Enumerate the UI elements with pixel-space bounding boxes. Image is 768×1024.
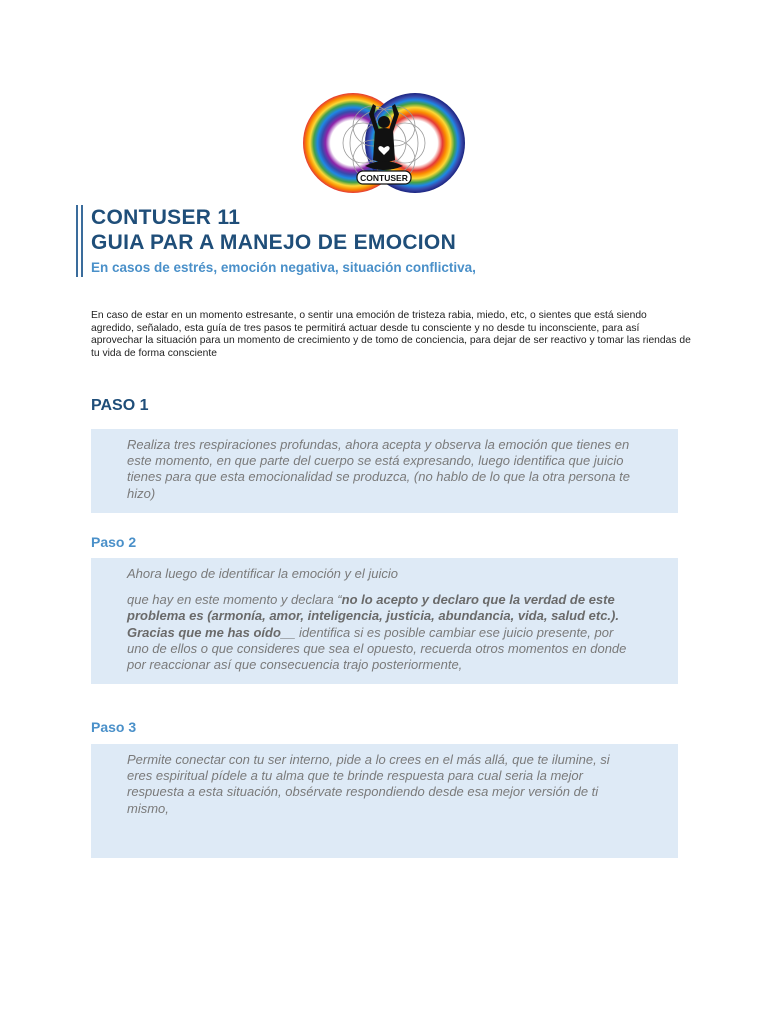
step-3-text: Permite conectar con tu ser interno, pide a lo crees en el más allá, que te ilumine, si eres espiritual pídele a tu alma que te brinde respuesta para cual seria la mejor respuesta a esta situación, obsérvate respondiendo desde esa mejor versión de ti mismo,	[127, 752, 610, 816]
step-2-text-pre: que hay en este momento y declara “	[127, 592, 342, 608]
intro-paragraph: En caso de estar en un momento estresante, o sentir una emoción de tristeza rabia, miedo, etc, o sientes que está siendo agredido, señalado, esta guía de tres pasos te permitirá actuar desde tu consciente y no desde tu inconsciente, para así aprovechar la situación para un momento de crecimiento y de tomo de conciencia, para dejar de ser reactivo y tomar las riendas de tu vida de forma consciente	[91, 310, 691, 359]
page-title-line1: CONTUSER 11	[91, 206, 241, 229]
page-title-line2: GUIA PAR A MANEJO DE EMOCION	[91, 231, 457, 254]
logo-wordmark: CONTUSER	[360, 173, 408, 183]
step-2-declaration: no lo acepto y declaro que la verdad de este problema es (armonía, amor, inteligencia, justicia, abundancia, vida, salud etc.). Gracias que me has oído__	[127, 592, 619, 640]
step-1-heading: PASO 1	[91, 397, 149, 414]
step-2-text-post: identifica si es posible cambiar ese juicio presente, por uno de ellos o que consideres que sea el opuesto, recuerda otros momentos en donde por reaccionar así que consecuencia trajo posteriormente,	[127, 624, 627, 673]
contuser-logo	[303, 84, 465, 202]
step-1-text: Realiza tres respiraciones profundas, ahora acepta y observa la emoción que tienes en este momento, en que parte del cuerpo se está expresando, luego identifica que juicio tienes para que esta emocionalidad se produzca, (no hablo de lo que la otra persona te hizo)	[127, 437, 631, 501]
step-2-text-body	[127, 592, 638, 673]
title-block	[76, 205, 716, 277]
step-3-box	[91, 744, 678, 858]
step-2-box	[91, 558, 678, 684]
step-2-text-line1: Ahora luego de identificar la emoción y el juicio	[127, 566, 398, 581]
step-3-heading: Paso 3	[91, 719, 137, 735]
page-subtitle: En casos de estrés, emoción negativa, situación conflictiva,	[91, 260, 476, 275]
step-2-heading: Paso 2	[91, 534, 137, 550]
step-1-box	[91, 429, 678, 513]
title-accent-bars	[76, 205, 84, 277]
